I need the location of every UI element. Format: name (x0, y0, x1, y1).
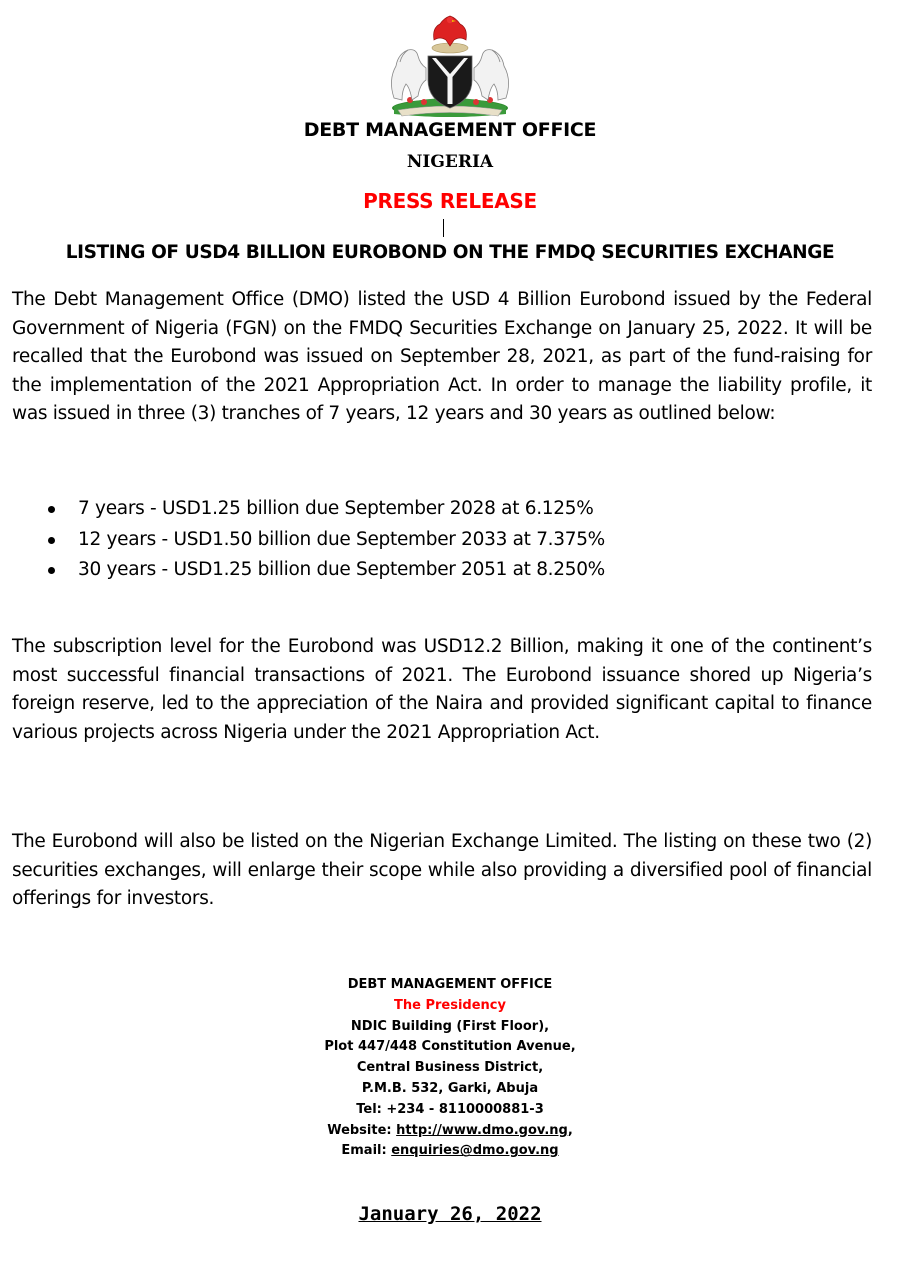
email-link[interactable]: enquiries@dmo.gov.ng (391, 1143, 559, 1159)
list-item (46, 525, 605, 556)
paragraph-listing: The Eurobond will also be listed on the Nigerian Exchange Limited. The listing on these two (2) securities exchanges, will enlarge their scope while also providing a diversified pool of financial offerings for investors. (12, 831, 872, 909)
nigeria-coat-of-arms-icon (380, 10, 520, 118)
footer-address-line: Central Business District, (356, 1060, 544, 1076)
website-label: Website: (327, 1122, 397, 1138)
footer-email (0, 1141, 900, 1162)
footer-address-line: Plot 447/448 Constitution Avenue, (324, 1039, 576, 1055)
footer-address-line: P.M.B. 532, Garki, Abuja (361, 1080, 539, 1096)
office-title: DEBT MANAGEMENT OFFICE (303, 119, 597, 141)
list-item (46, 494, 605, 525)
bullet-icon (48, 506, 55, 513)
release-headline: LISTING OF USD4 BILLION EUROBOND ON THE FMDQ SECURITIES EXCHANGE (65, 242, 835, 263)
footer-office: DEBT MANAGEMENT OFFICE (347, 977, 553, 992)
contact-footer (0, 975, 900, 1162)
website-link[interactable]: http://www.dmo.gov.ng (396, 1122, 568, 1138)
footer-website (0, 1121, 900, 1142)
tranche-text: 7 years - USD1.25 billion due September 2028 at 6.125% (78, 498, 594, 519)
bullet-icon (48, 537, 55, 544)
tranche-text: 30 years - USD1.25 billion due September 2051 at 8.250% (78, 559, 605, 580)
release-date: January 26, 2022 (358, 1203, 542, 1225)
list-item (46, 555, 605, 586)
bullet-icon (48, 567, 55, 574)
footer-address-line: NDIC Building (First Floor), (350, 1018, 550, 1034)
footer-presidency: The Presidency (394, 997, 506, 1013)
website-suffix: , (567, 1122, 573, 1138)
footer-telephone: Tel: +234 - 8110000881-3 (356, 1101, 544, 1117)
paragraph-subscription: The subscription level for the Eurobond was USD12.2 Billion, making it one of the continent’s most successful financial transactions of 2021. The Eurobond issuance shored up Nigeria’s foreign reserve, led to the appreciation of the Naira and provided significant capital to finance various projects across Nigeria under the 2021 Appropriation Act. (12, 636, 872, 743)
tranche-text: 12 years - USD1.50 billion due September 2033 at 7.375% (78, 528, 605, 550)
paragraph-intro: The Debt Management Office (DMO) listed the USD 4 Billion Eurobond issued by the Federal Government of Nigeria (FGN) on the FMDQ Securities Exchange on January 25, 2022. It will be recalled that the Eurobond was issued on September 28, 2021, as part of the fund-raising for the implementation of the 2021 Appropriation Act. In order to manage the liability profile, it was issued in three (3) tranches of 7 years, 12 years and 30 years as outlined below: (12, 289, 872, 424)
email-label: Email: (341, 1143, 392, 1159)
country-title: NIGERIA (406, 152, 494, 172)
press-release-label: PRESS RELEASE (363, 189, 537, 213)
tranche-list (46, 494, 605, 586)
text-cursor-mark (443, 219, 444, 237)
